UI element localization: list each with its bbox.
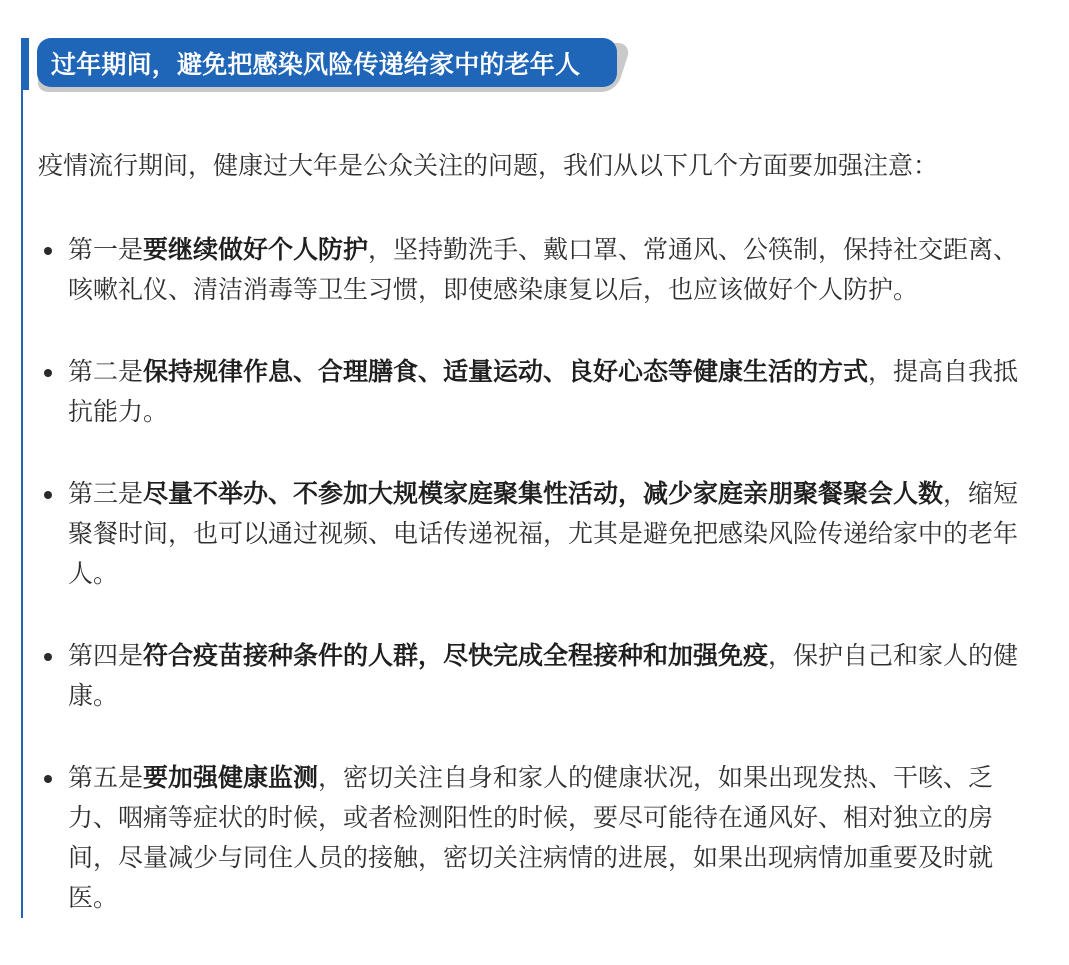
item-text: ，缩短聚餐时间，也可以通过视频、电话传递祝福，尤其是避免把感染风险传递给家中的老年人。 (68, 479, 1019, 588)
item-prefix: 第一是 (68, 235, 144, 264)
item-emphasis: 保持规律作息、合理膳食、适量运动、良好心态等健康生活的方式 (143, 357, 869, 386)
section-heading (37, 38, 617, 87)
item-text: ，密切关注自身和家人的健康状况，如果出现发热、干咳、乏力、咽痛等症状的时候，或者检测阳性的时候，要尽可能待在通风好、相对独立的房间，尽量减少与同住人员的接触，密切关注病情的进展，如果出现病情加重要及时就医。 (68, 763, 994, 912)
item-emphasis: 尽量不举办、不参加大规模家庭聚集性活动，减少家庭亲朋聚餐聚会人数 (143, 479, 944, 508)
item-prefix: 第二是 (68, 357, 144, 386)
item-prefix: 第四是 (68, 641, 144, 670)
bullet-icon (44, 653, 52, 661)
list-item (38, 230, 1028, 310)
item-text: ，提高自我抵抗能力。 (68, 357, 1019, 426)
item-text: ，坚持勤洗手、戴口罩、常通风、公筷制，保持社交距离、咳嗽礼仪、清洁消毒等卫生习惯，即使感染康复以后，也应该做好个人防护。 (68, 235, 1019, 304)
intro-paragraph: 疫情流行期间，健康过大年是公众关注的问题，我们从以下几个方面要加强注意： (38, 151, 939, 180)
bullet-icon (44, 247, 52, 255)
heading-accent-bar (21, 38, 29, 90)
list-item (38, 636, 1028, 716)
heading-title: 过年期间，避免把感染风险传递给家中的老年人 (51, 49, 581, 79)
bullet-icon (44, 775, 52, 783)
advice-list (38, 230, 1028, 918)
item-prefix: 第三是 (68, 479, 144, 508)
item-emphasis: 符合疫苗接种条件的人群，尽快完成全程接种和加强免疫 (143, 641, 769, 670)
bullet-icon (44, 491, 52, 499)
list-item (38, 758, 1028, 918)
item-emphasis: 要加强健康监测 (143, 763, 319, 792)
item-text: ，保护自己和家人的健康。 (68, 641, 1019, 710)
item-emphasis: 要继续做好个人防护 (143, 235, 369, 264)
list-item (38, 474, 1028, 594)
left-border-rule (21, 38, 23, 918)
item-prefix: 第五是 (68, 763, 144, 792)
bullet-icon (44, 369, 52, 377)
list-item (38, 352, 1028, 432)
